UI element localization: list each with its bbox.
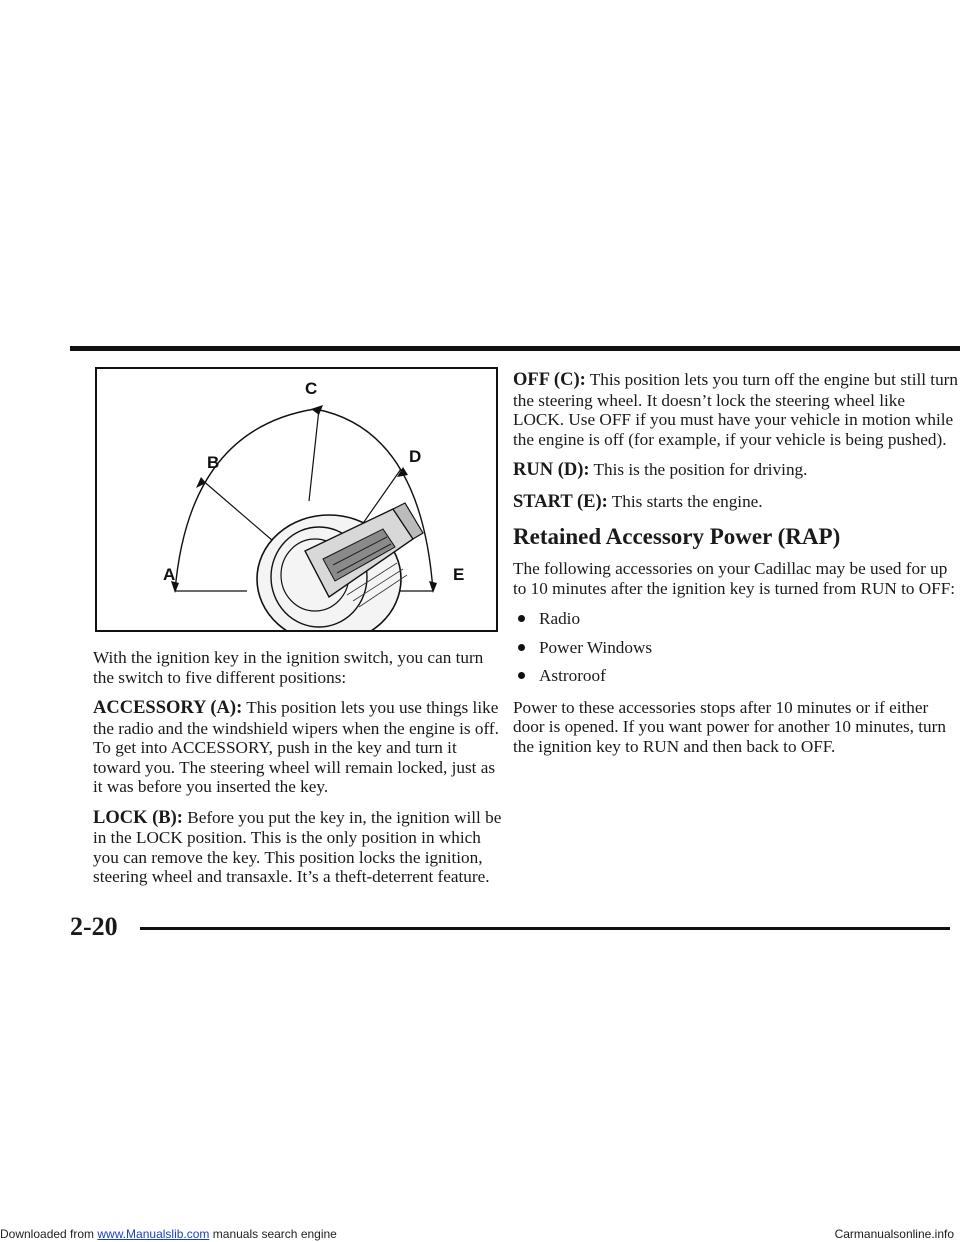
ignition-diagram <box>97 369 496 630</box>
list-item <box>513 666 958 686</box>
footer-prefix: Downloaded from <box>0 1227 98 1241</box>
section-title: Retained Accessory Power (RAP) <box>513 524 841 549</box>
accessory-text: This position lets you use things like the radio and the windshield wipers when the engine is off. To get into ACCESSORY, push in the key and turn it toward you. The steering wheel will remain locked, just as it was before you inserted the key. <box>93 698 499 796</box>
start-text: This starts the engine. <box>607 491 763 511</box>
figure-label-b: B <box>207 453 220 472</box>
lock-text: Before you put the key in, the ignition will be in the LOCK position. This is the only position in which you can remove the key. This position locks the ignition, steering wheel and transaxle. It’s a theft-deterrent feature. <box>93 807 502 886</box>
list-item-label: Power Windows <box>539 637 653 657</box>
manualslib-link[interactable]: www.Manualslib.com <box>97 1227 210 1241</box>
footer-suffix: manuals search engine <box>209 1227 337 1241</box>
bullet-icon <box>518 615 525 622</box>
bullet-icon <box>518 644 525 651</box>
top-rule <box>70 346 960 351</box>
run-paragraph <box>513 460 958 481</box>
figure-label-c: C <box>305 379 318 398</box>
positions-intro: With the ignition key in the ignition switch, you can turn the switch to five different positions: <box>93 648 484 687</box>
carmanualsonline-link[interactable]: Carmanualsonline.info <box>834 1227 954 1241</box>
download-footer <box>0 1227 960 1242</box>
ignition-switch-figure <box>95 367 498 632</box>
figure-label-d: D <box>409 447 422 466</box>
rap-outro: Power to these accessories stops after 10 minutes or if either door is opened. If you want power for another 10 minutes, turn the ignition key to RUN and then back to OFF. <box>513 697 946 756</box>
list-item-label: Radio <box>539 609 581 628</box>
accessory-list <box>513 609 958 686</box>
off-text: This position lets you turn off the engine but still turn the steering wheel. It doesn’t lock the steering wheel like LOCK. Use OFF if you must have your vehicle in motion while the engine is off (for example, if your vehicle is being pushed). <box>513 370 958 449</box>
figure-label-e: E <box>453 565 465 584</box>
left-column <box>93 648 508 898</box>
lock-paragraph <box>93 808 508 887</box>
off-term: OFF (C): <box>513 370 586 390</box>
list-item <box>513 638 958 658</box>
accessory-paragraph <box>93 698 508 797</box>
lock-term: LOCK (B): <box>93 807 183 828</box>
run-text: This is the position for driving. <box>589 460 808 479</box>
page-number: 2-20 <box>70 912 118 941</box>
list-item <box>513 609 958 629</box>
off-paragraph <box>513 370 958 449</box>
rap-intro: The following accessories on your Cadillac may be used for up to 10 minutes after the ignition key is turned from RUN to OFF: <box>513 559 956 598</box>
bullet-icon <box>518 672 525 679</box>
figure-label-a: A <box>163 565 176 584</box>
start-paragraph <box>513 492 958 513</box>
list-item-label: Astroroof <box>539 666 606 685</box>
start-term: START (E): <box>513 491 608 512</box>
right-column <box>513 370 958 767</box>
run-term: RUN (D): <box>513 460 590 480</box>
accessory-term: ACCESSORY (A): <box>93 698 243 718</box>
bottom-rule <box>140 927 950 930</box>
